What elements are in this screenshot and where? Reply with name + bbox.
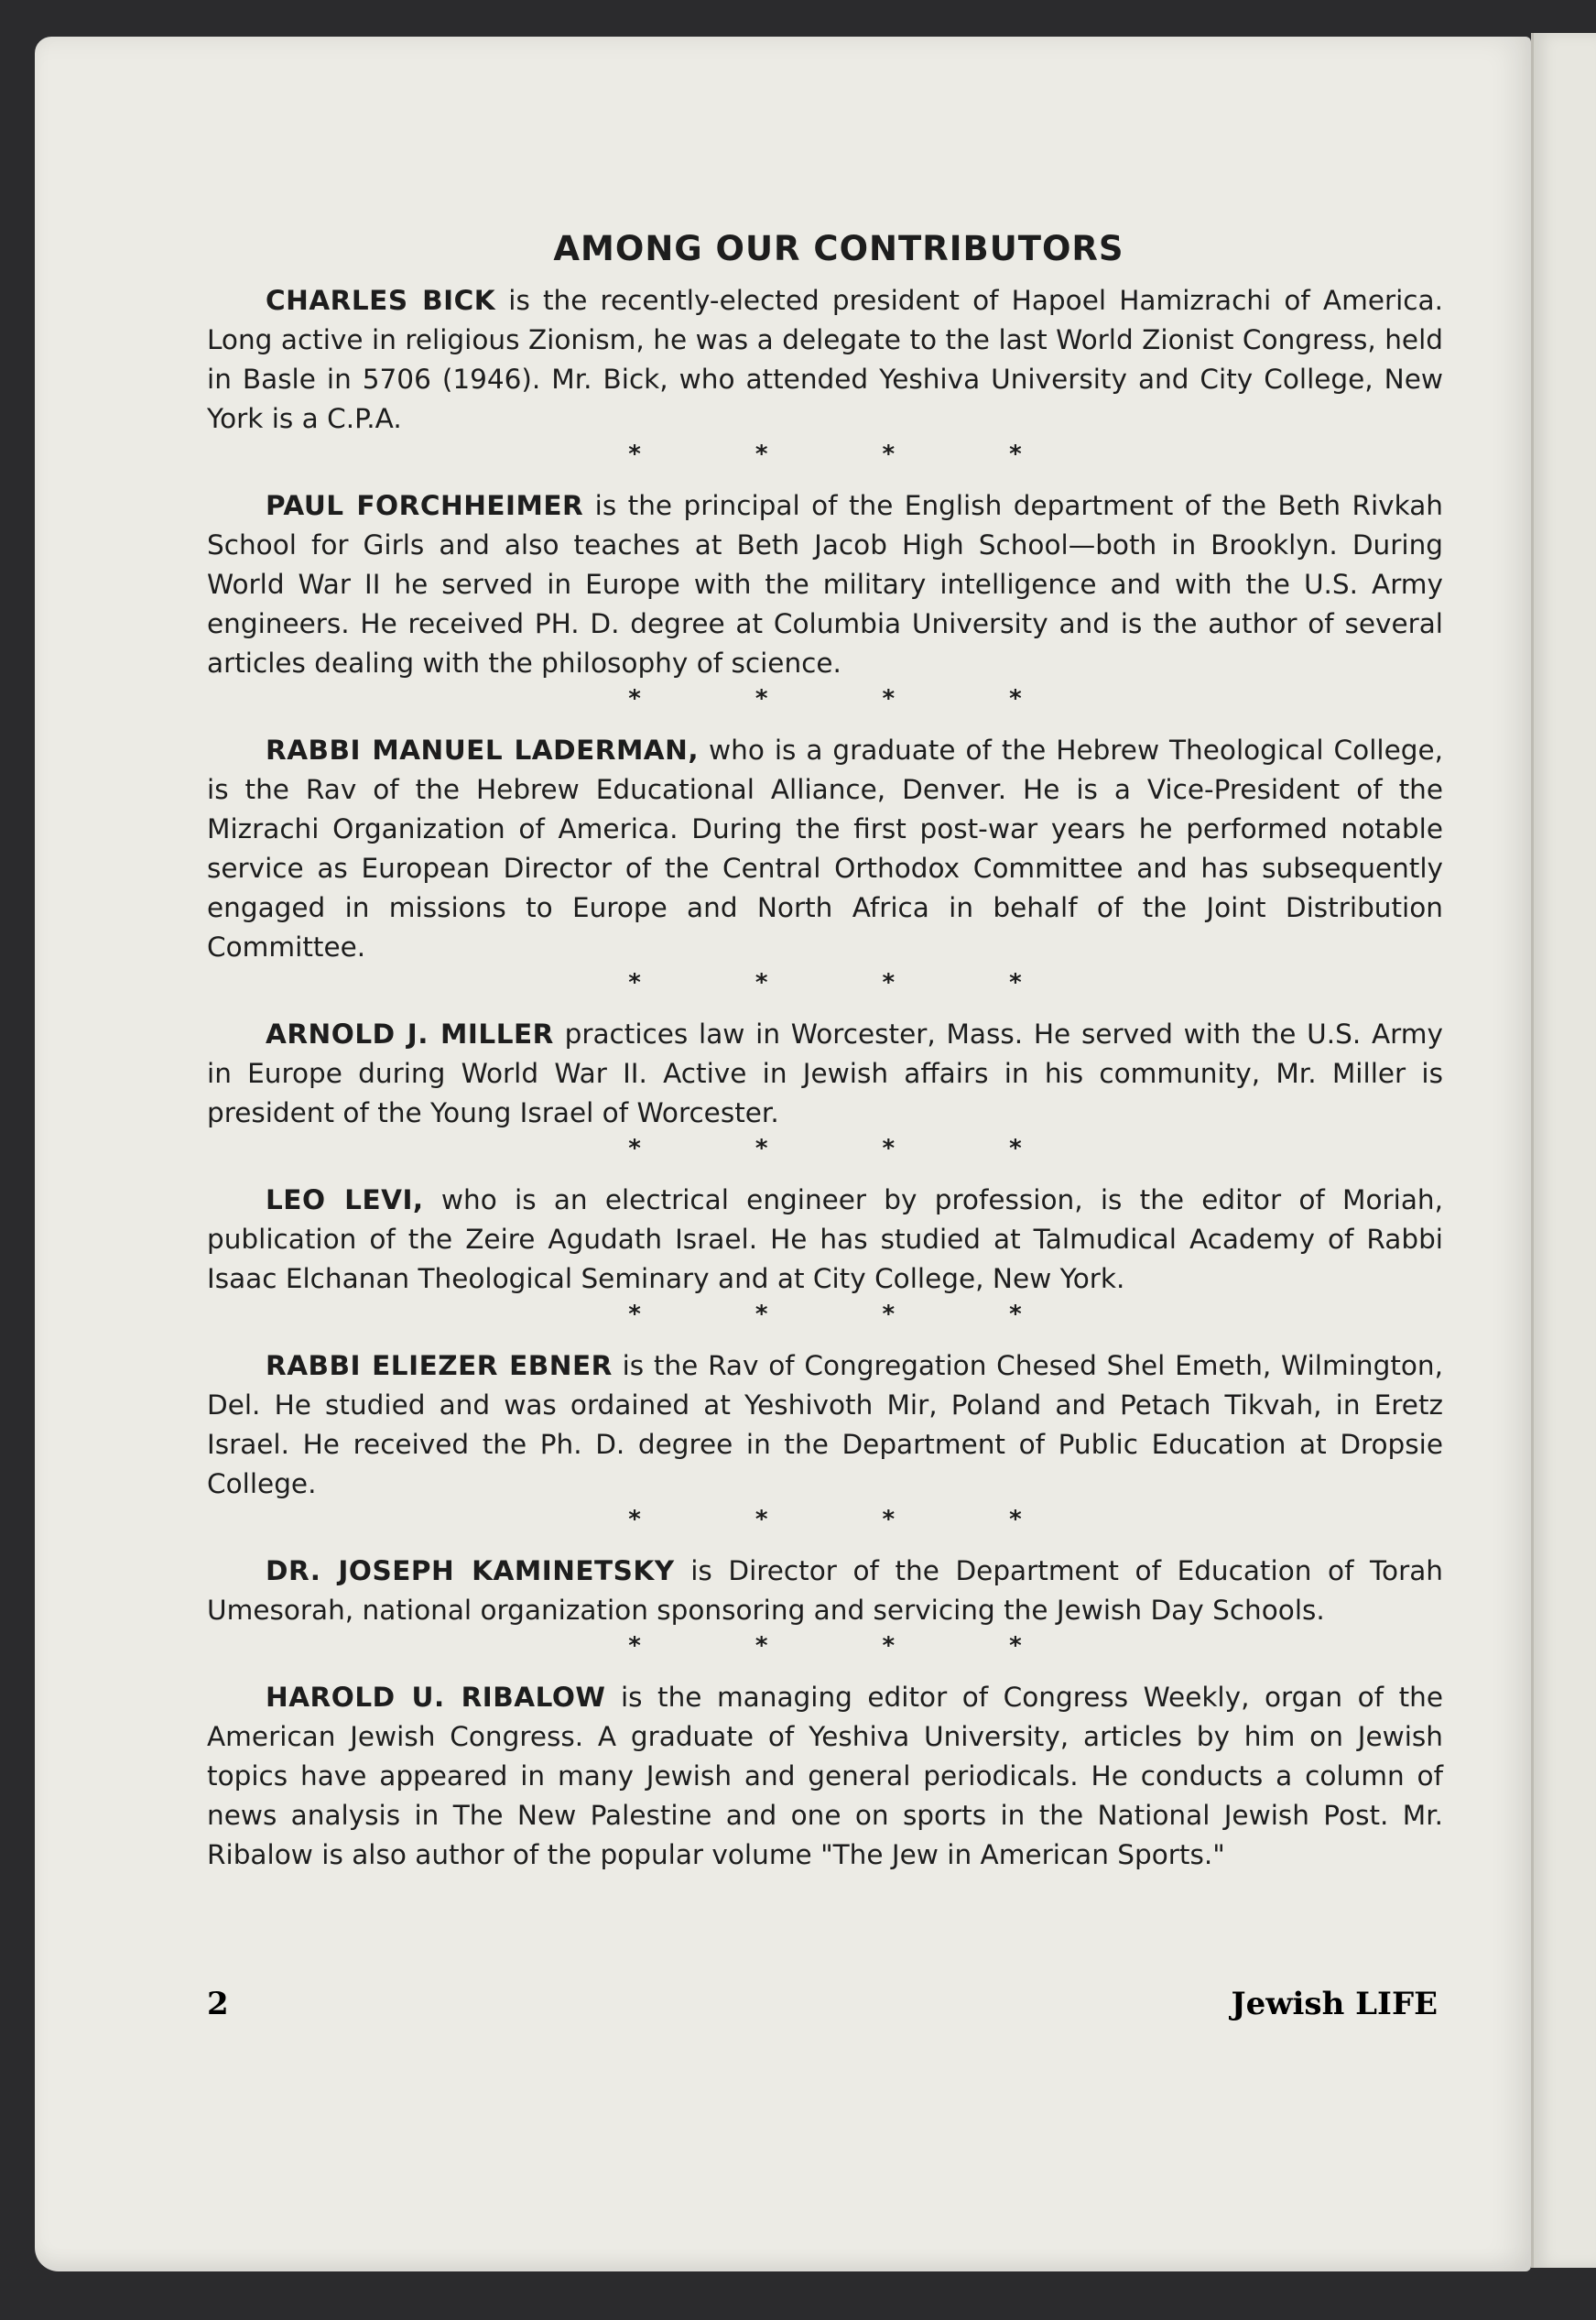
contributor-text: is Director of the Department of Education of Torah Umesorah, national organization sponsoring and servicing the Jewish Day Schools.: [207, 1555, 1443, 1626]
separator-stars: * * * *: [628, 1135, 1075, 1162]
contributor-name: RABBI MANUEL LADERMAN,: [266, 735, 700, 766]
separator-stars: * * * *: [628, 1301, 1075, 1328]
contributor-bio-ribalow: [207, 1678, 1443, 1875]
publication-name: Jewish LIFE: [1231, 1986, 1438, 2022]
contributor-name: LEO LEVI,: [266, 1184, 424, 1215]
contributor-name: CHARLES BICK: [266, 285, 496, 316]
adjacent-page-edge: [1531, 33, 1596, 2268]
contributor-bio-forchheimer: [207, 486, 1443, 683]
contributor-name: ARNOLD J. MILLER: [266, 1018, 554, 1050]
contributor-name: RABBI ELIEZER EBNER: [266, 1350, 613, 1381]
separator-stars: * * * *: [628, 685, 1075, 713]
separator-stars: * * * *: [628, 1632, 1075, 1660]
contributor-bio-ebner: [207, 1346, 1443, 1504]
page-title: AMONG OUR CONTRIBUTORS: [553, 229, 1124, 268]
separator-stars: * * * *: [628, 1506, 1075, 1533]
contributor-text: who is an electrical engineer by profession, is the editor of Moriah, publication of the Zeire Agudath Israel. He has studied at Talmudical Academy of Rabbi Isaac Elchanan Theological Seminary and at City College, New York.: [207, 1184, 1443, 1294]
contributor-bio-bick: [207, 281, 1443, 439]
contributor-bio-levi: [207, 1181, 1443, 1299]
contributor-text: is the recently-elected president of Hapoel Hamizrachi of America. Long active in religious Zionism, he was a delegate to the last World Zionist Congress, held in Basle in 5706 (1946). Mr. Bick, who attended Yeshiva University and City College, New York is a C.P.A.: [207, 285, 1443, 434]
contributor-text: practices law in Worcester, Mass. He served with the U.S. Army in Europe during World War II. Active in Jewish affairs in his community, Mr. Miller is president of the Young Israel of Worcester.: [207, 1018, 1443, 1128]
separator-stars: * * * *: [628, 969, 1075, 997]
contributor-bio-laderman: [207, 731, 1443, 967]
separator-stars: * * * *: [628, 441, 1075, 468]
contributor-name: DR. JOSEPH KAMINETSKY: [266, 1555, 675, 1586]
page-number: 2: [207, 1986, 229, 2022]
contributor-bio-kaminetsky: [207, 1552, 1443, 1630]
contributor-bio-miller: [207, 1015, 1443, 1133]
contributors-section: [207, 229, 1443, 1875]
contributor-text: is the Rav of Congregation Chesed Shel Emeth, Wilmington, Del. He studied and was ordained at Yeshivoth Mir, Poland and Petach Tikvah, in Eretz Israel. He received the Ph. D. degree in the Department of Public Education at Dropsie College.: [207, 1350, 1444, 1499]
contributor-text: is the principal of the English department of the Beth Rivkah School for Girls and also teaches at Beth Jacob High School—both in Brooklyn. During World War II he served in Europe with the military intelligence and with the U.S. Army engineers. He received PH. D. degree at Columbia University and is the author of several articles dealing with the philosophy of science.: [207, 490, 1443, 679]
contributor-text: is the managing editor of Congress Weekly, organ of the American Jewish Congress. A graduate of Yeshiva University, articles by him on Jewish topics have appeared in many Jewish and general periodicals. He conducts a column of news analysis in The New Palestine and one on sports in the National Jewish Post. Mr. Ribalow is also author of the popular volume "The Jew in American Sports.": [207, 1682, 1443, 1870]
contributor-name: PAUL FORCHHEIMER: [266, 490, 584, 521]
contributor-text: who is a graduate of the Hebrew Theological College, is the Rav of the Hebrew Educational Alliance, Denver. He is a Vice-President of the Mizrachi Organization of America. During the first post-war years he performed notable service as European Director of the Central Orthodox Committee and has subsequently engaged in missions to Europe and North Africa in behalf of the Joint Distribution Committee.: [207, 735, 1443, 963]
contributor-name: HAROLD U. RIBALOW: [266, 1682, 606, 1713]
